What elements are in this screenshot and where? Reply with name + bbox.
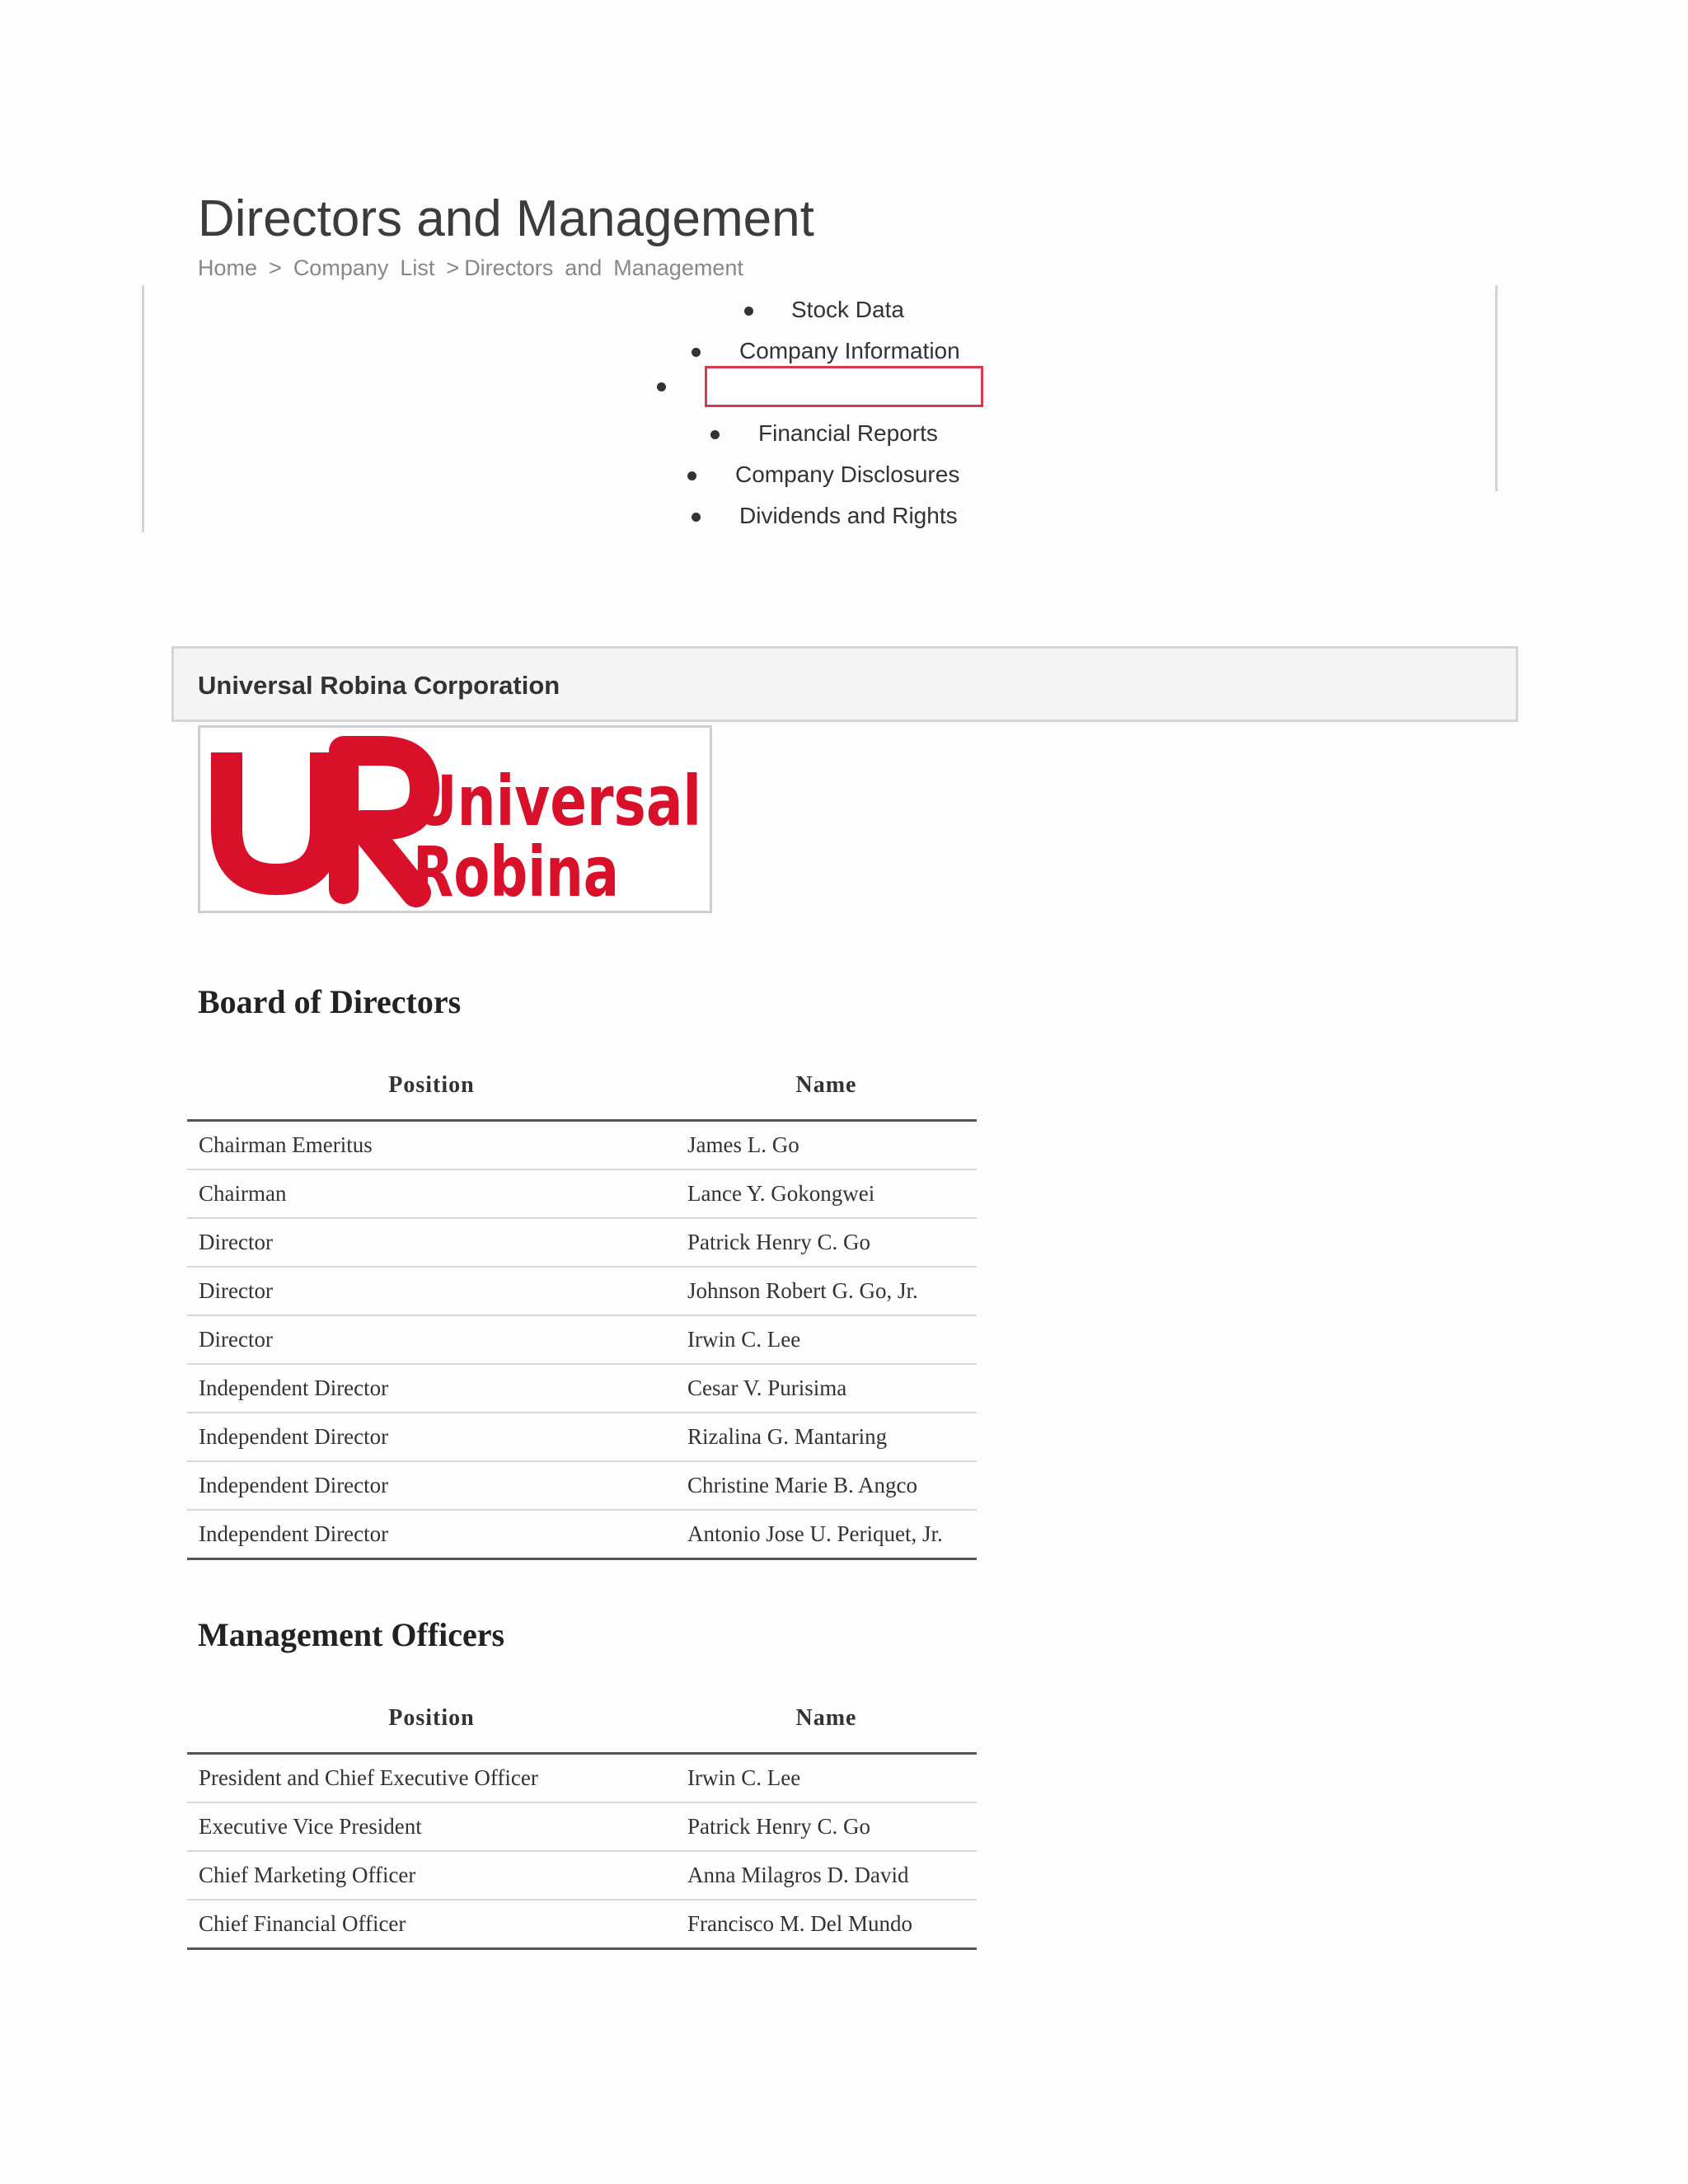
- bullet-icon: [710, 430, 720, 439]
- bullet-icon: [657, 382, 666, 391]
- position-cell: Executive Vice President: [187, 1802, 676, 1851]
- name-cell: Johnson Robert G. Go, Jr.: [676, 1267, 977, 1315]
- bullet-icon: [744, 307, 753, 316]
- position-cell: Director: [187, 1267, 676, 1315]
- name-cell: Antonio Jose U. Periquet, Jr.: [676, 1510, 977, 1559]
- table-row: [187, 1510, 977, 1559]
- table-row: [187, 1851, 977, 1900]
- board-title: Board of Directors: [198, 983, 462, 1020]
- bullet-icon: [687, 471, 696, 480]
- table-row: [187, 1364, 977, 1413]
- position-cell: Independent Director: [187, 1461, 676, 1510]
- name-cell: Rizalina G. Mantaring: [676, 1413, 977, 1461]
- table-row: [187, 1169, 977, 1218]
- table-row: [187, 1461, 977, 1510]
- breadcrumb-current: Directors: [464, 255, 554, 280]
- universal-robina-logo-icon: [200, 728, 710, 911]
- column-header-position: Position: [187, 1052, 676, 1121]
- name-cell: James L. Go: [676, 1121, 977, 1170]
- breadcrumb: [198, 255, 755, 281]
- breadcrumb-list[interactable]: List: [400, 255, 435, 280]
- column-header-name: Name: [676, 1685, 977, 1754]
- table-row: [187, 1754, 977, 1803]
- company-logo: [198, 725, 712, 913]
- position-cell: Director: [187, 1218, 676, 1267]
- nav-company-disclosures[interactable]: Company Disclosures: [735, 462, 960, 487]
- position-cell: Chairman: [187, 1169, 676, 1218]
- table-header-row: [187, 1052, 977, 1121]
- position-cell: Chief Financial Officer: [187, 1900, 676, 1949]
- column-header-name: Name: [676, 1052, 977, 1121]
- table-row: [187, 1218, 977, 1267]
- nav-directors-management-active[interactable]: [705, 366, 983, 407]
- name-cell: Irwin C. Lee: [676, 1754, 977, 1803]
- name-cell: Patrick Henry C. Go: [676, 1218, 977, 1267]
- name-cell: Christine Marie B. Angco: [676, 1461, 977, 1510]
- nav-stock-data[interactable]: Stock Data: [791, 297, 904, 322]
- name-cell: Lance Y. Gokongwei: [676, 1169, 977, 1218]
- page-title: Directors and Management: [198, 190, 814, 247]
- company-name: Universal Robina Corporation: [198, 671, 560, 700]
- breadcrumb-separator: >: [446, 255, 460, 280]
- bullet-icon: [692, 348, 701, 357]
- position-cell: Independent Director: [187, 1413, 676, 1461]
- breadcrumb-current: Management: [613, 255, 743, 280]
- table-row: [187, 1267, 977, 1315]
- name-cell: Patrick Henry C. Go: [676, 1802, 977, 1851]
- nav-company-information[interactable]: Company Information: [739, 338, 960, 363]
- breadcrumb-company[interactable]: Company: [293, 255, 389, 280]
- name-cell: Irwin C. Lee: [676, 1315, 977, 1364]
- position-cell: Chairman Emeritus: [187, 1121, 676, 1170]
- nav-financial-reports[interactable]: Financial Reports: [758, 420, 938, 446]
- breadcrumb-home[interactable]: Home: [198, 255, 258, 280]
- nav-border-right: [1495, 285, 1498, 491]
- breadcrumb-current: and: [565, 255, 603, 280]
- bullet-icon: [692, 513, 701, 522]
- logo-text-universal: Universal: [413, 761, 701, 841]
- position-cell: Director: [187, 1315, 676, 1364]
- nav-border-left: [142, 285, 144, 532]
- column-header-position: Position: [187, 1685, 676, 1754]
- position-cell: Independent Director: [187, 1364, 676, 1413]
- position-cell: Chief Marketing Officer: [187, 1851, 676, 1900]
- management-title: Management Officers: [198, 1616, 505, 1653]
- table-row: [187, 1802, 977, 1851]
- table-header-row: [187, 1685, 977, 1754]
- position-cell: President and Chief Executive Officer: [187, 1754, 676, 1803]
- nav-dividends-rights[interactable]: Dividends and Rights: [739, 503, 958, 528]
- table-row: [187, 1413, 977, 1461]
- table-row: [187, 1121, 977, 1170]
- name-cell: Francisco M. Del Mundo: [676, 1900, 977, 1949]
- table-row: [187, 1900, 977, 1949]
- position-cell: Independent Director: [187, 1510, 676, 1559]
- management-table: [187, 1685, 977, 1950]
- board-table: [187, 1052, 977, 1560]
- logo-text-robina: Robina: [413, 832, 619, 912]
- breadcrumb-separator: >: [269, 255, 282, 280]
- name-cell: Cesar V. Purisima: [676, 1364, 977, 1413]
- table-row: [187, 1315, 977, 1364]
- name-cell: Anna Milagros D. David: [676, 1851, 977, 1900]
